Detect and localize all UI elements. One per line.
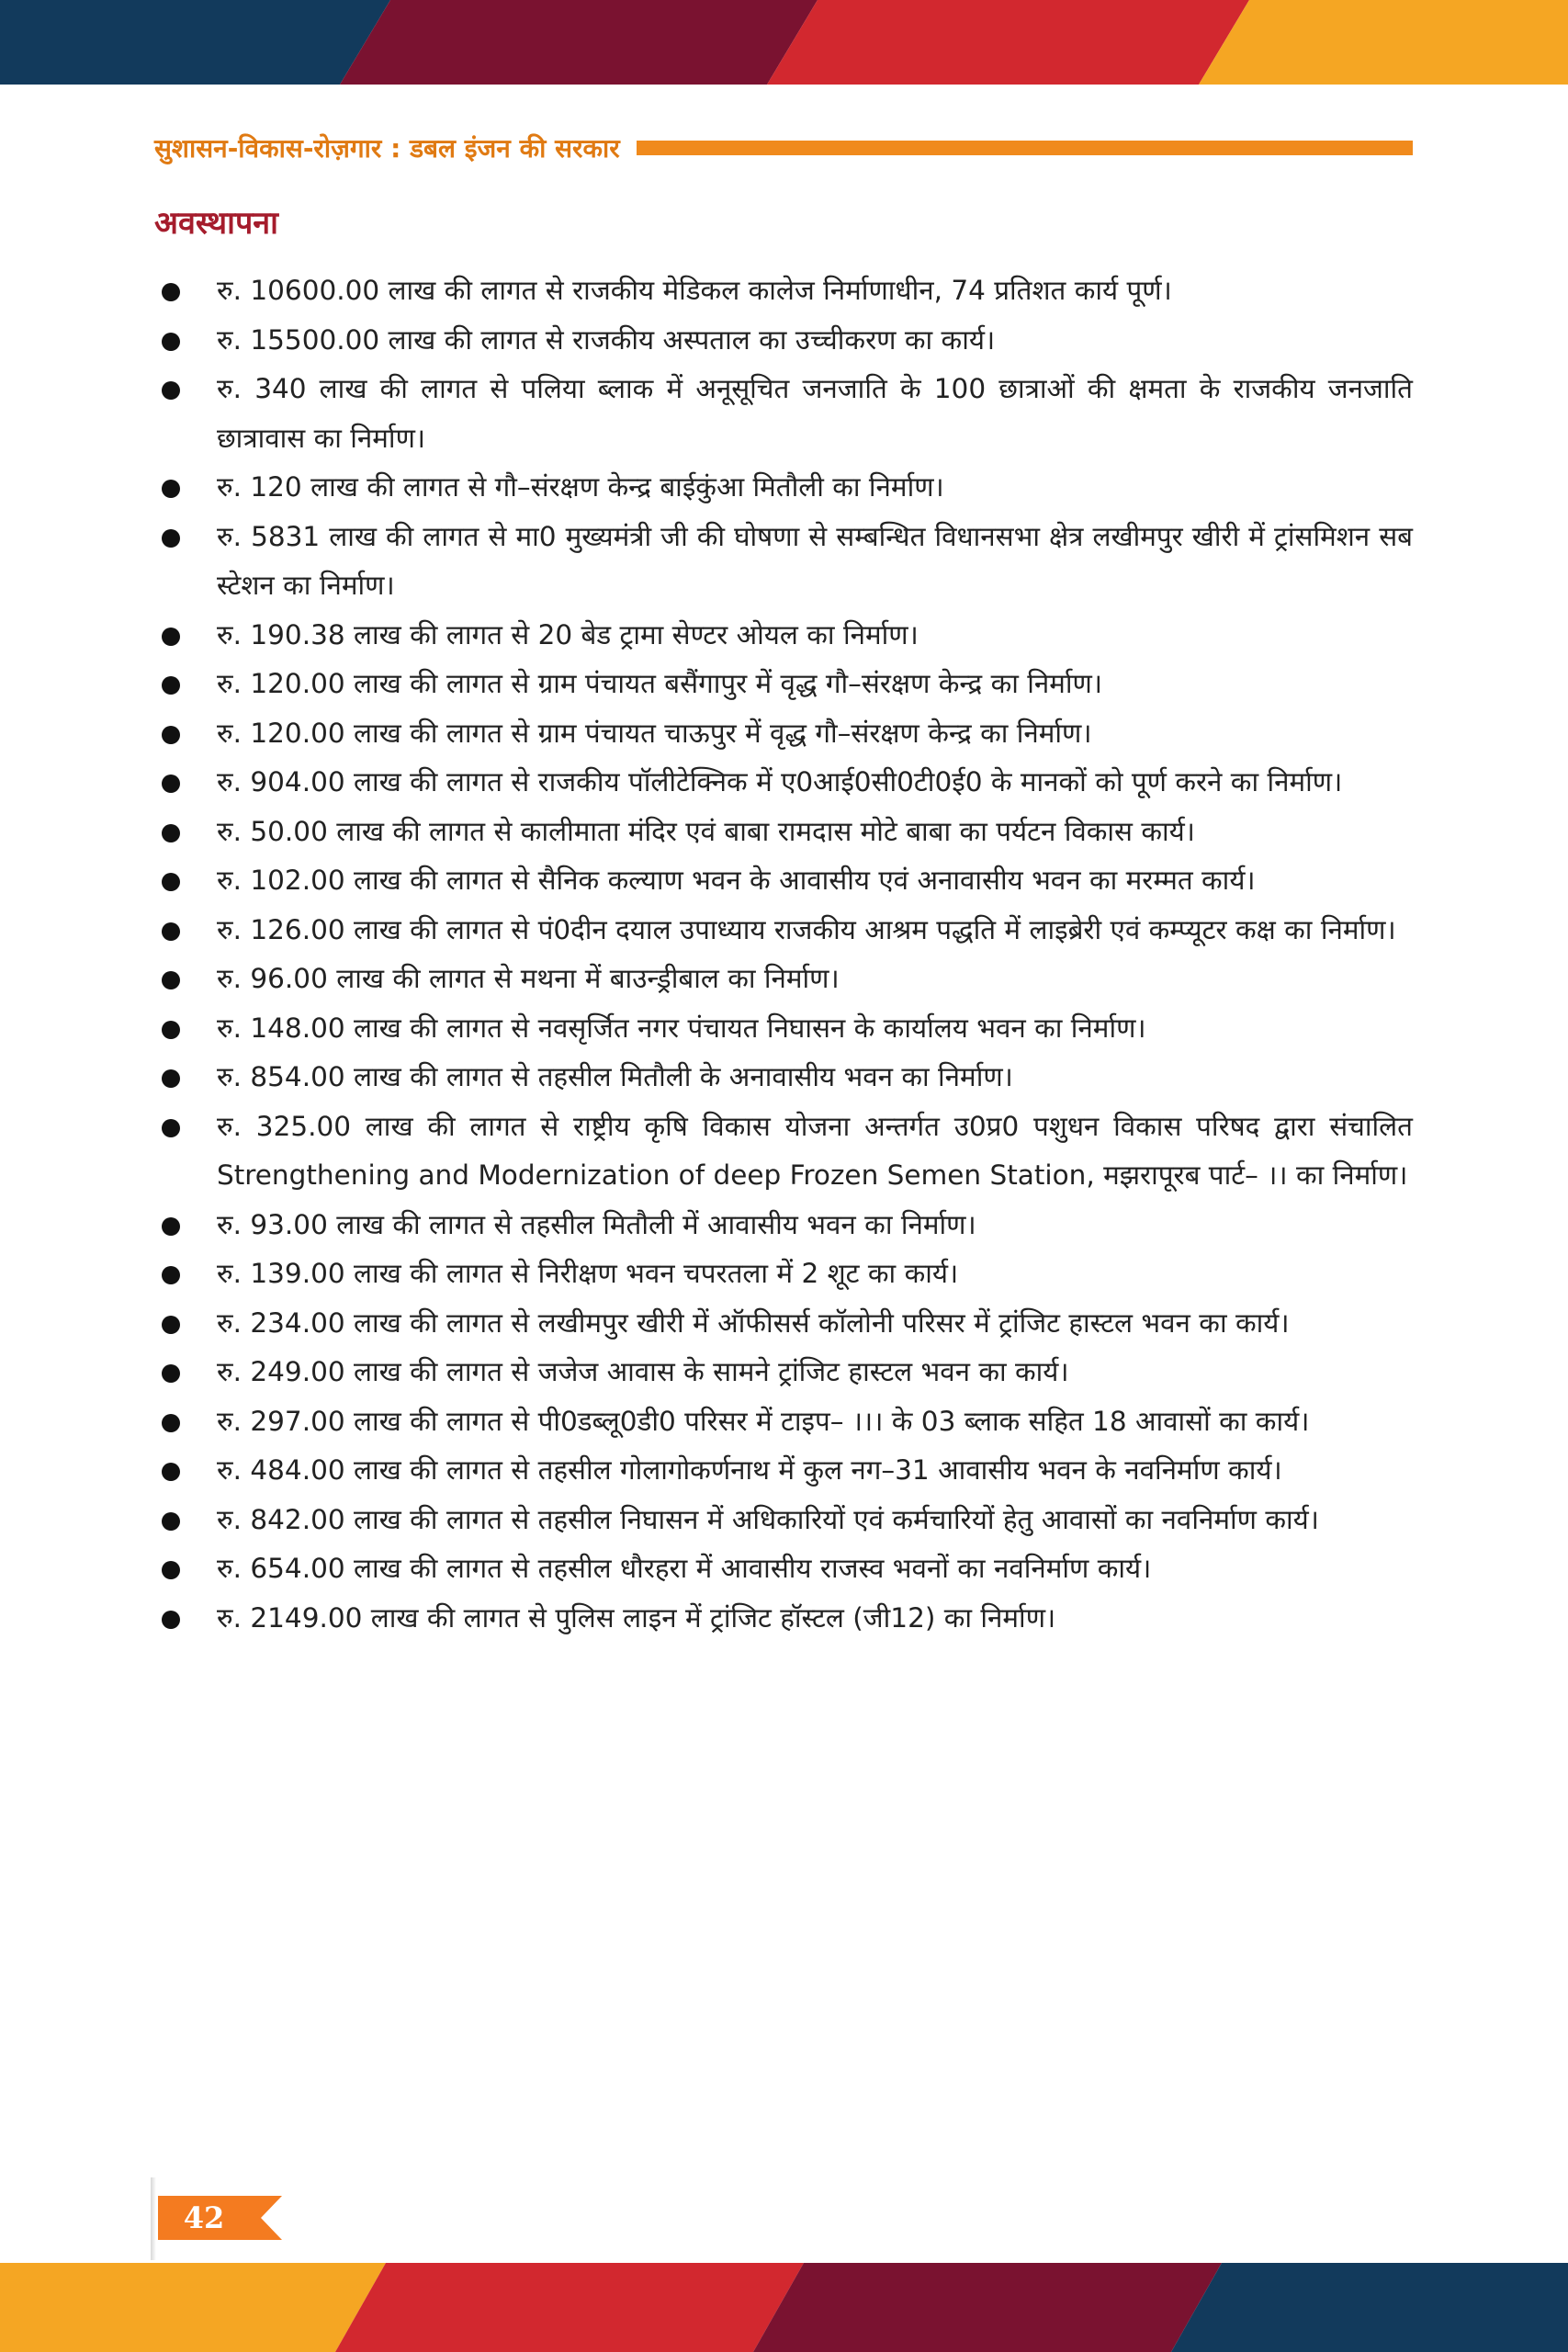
bullet-icon bbox=[162, 628, 180, 646]
bullet-icon bbox=[162, 283, 180, 301]
list-item bbox=[154, 906, 1413, 956]
bullet-icon bbox=[162, 1266, 180, 1284]
list-item-text: रु. 5831 लाख की लागत से मा0 मुख्यमंत्री जी की घोषणा से सम्बन्धित विधानसभा क्षेत्र लखीमपुर खीरी में ट्रांसमिशन सब स्टेशन का निर्माण। bbox=[217, 520, 1413, 601]
list-item bbox=[154, 955, 1413, 1004]
bottom-decorative-band bbox=[0, 2263, 1568, 2352]
bullet-icon bbox=[162, 873, 180, 891]
bullet-icon bbox=[162, 1463, 180, 1481]
list-item bbox=[154, 1102, 1413, 1201]
header-rule bbox=[637, 141, 1413, 155]
list-item-text: रु. 50.00 लाख की लागत से कालीमाता मंदिर एवं बाबा रामदास मोटे बाबा का पर्यटन विकास कार्य। bbox=[217, 815, 1195, 847]
list-item-text: रु. 904.00 लाख की लागत से राजकीय पॉलीटेक्निक में ए0आई0सी0टी0ई0 के मानकों को पूर्ण करने का निर्माण। bbox=[217, 766, 1343, 797]
list-item bbox=[154, 365, 1413, 463]
list-item bbox=[154, 266, 1413, 316]
list-item-text: रु. 10600.00 लाख की लागत से राजकीय मेडिकल कालेज निर्माणाधीन, 74 प्रतिशत कार्य पूर्ण। bbox=[217, 275, 1172, 306]
bullet-icon bbox=[162, 1364, 180, 1383]
list-item bbox=[154, 1299, 1413, 1349]
list-item bbox=[154, 611, 1413, 661]
list-item-text: रु. 340 लाख की लागत से पलिया ब्लाक में अनूसूचित जनजाति के 100 छात्राओं की क्षमता के राजकीय जनजाति छात्रावास का निर्माण। bbox=[217, 373, 1413, 454]
bullet-icon bbox=[162, 775, 180, 793]
list-item bbox=[154, 1446, 1413, 1496]
bullet-icon bbox=[162, 1217, 180, 1236]
list-item-text: रु. 654.00 लाख की लागत से तहसील धौरहरा में आवासीय राजस्व भवनों का नवनिर्माण कार्य। bbox=[217, 1553, 1152, 1584]
bullet-list bbox=[154, 266, 1413, 1643]
list-item bbox=[154, 1348, 1413, 1397]
list-item-text: रु. 139.00 लाख की लागत से निरीक्षण भवन चपरतला में 2 शूट का कार्य। bbox=[217, 1258, 959, 1289]
list-item bbox=[154, 463, 1413, 513]
list-item bbox=[154, 1053, 1413, 1102]
list-item bbox=[154, 1250, 1413, 1299]
list-item bbox=[154, 1397, 1413, 1447]
bullet-icon bbox=[162, 480, 180, 498]
list-item bbox=[154, 316, 1413, 366]
bullet-icon bbox=[162, 529, 180, 548]
list-item-text: रु. 249.00 लाख की लागत से जजेज आवास के सामने ट्रांजिट हास्टल भवन का कार्य। bbox=[217, 1356, 1069, 1387]
list-item bbox=[154, 1004, 1413, 1054]
bullet-icon bbox=[162, 1021, 180, 1039]
bullet-icon bbox=[162, 1561, 180, 1579]
bullet-icon bbox=[162, 922, 180, 941]
list-item bbox=[154, 856, 1413, 906]
list-item bbox=[154, 808, 1413, 857]
bullet-icon bbox=[162, 726, 180, 744]
bullet-icon bbox=[162, 1119, 180, 1137]
header-title: सुशासन-विकास-रोज़गार : डबल इंजन की सरकार bbox=[154, 133, 620, 164]
top-decorative-band bbox=[0, 0, 1568, 85]
bullet-icon bbox=[162, 1611, 180, 1629]
list-item-text: रु. 96.00 लाख की लागत से मथना में बाउन्ड्रीबाल का निर्माण। bbox=[217, 963, 840, 994]
bullet-icon bbox=[162, 971, 180, 989]
list-item bbox=[154, 1544, 1413, 1594]
list-item bbox=[154, 513, 1413, 611]
list-item-text: रु. 234.00 लाख की लागत से लखीमपुर खीरी में ऑफीसर्स कॉलोनी परिसर में ट्रांजिट हास्टल भवन का कार्य। bbox=[217, 1306, 1290, 1339]
bullet-icon bbox=[162, 824, 180, 842]
bullet-icon bbox=[162, 1069, 180, 1088]
bullet-icon bbox=[162, 1512, 180, 1531]
page-number: 42 bbox=[183, 2200, 225, 2235]
list-item bbox=[154, 1594, 1413, 1644]
bullet-icon bbox=[162, 676, 180, 695]
list-item bbox=[154, 1496, 1413, 1545]
list-item-text: रु. 102.00 लाख की लागत से सैनिक कल्याण भवन के आवासीय एवं अनावासीय भवन का मरम्मत कार्य। bbox=[217, 865, 1256, 896]
page-edge-shadow bbox=[151, 2177, 156, 2260]
list-item-text: रु. 120 लाख की लागत से गौ–संरक्षण केन्द्र बाईकुंआ मितौली का निर्माण। bbox=[217, 471, 944, 503]
bullet-icon bbox=[162, 1414, 180, 1432]
list-item-text: रु. 325.00 लाख की लागत से राष्ट्रीय कृषि विकास योजना अन्तर्गत उ0प्र0 पशुधन विकास परिषद द्वारा संचालित Strengthening and Modernization of deep Frozen Semen Station, मझरापूरब पार्ट– ।। का निर्माण। bbox=[217, 1110, 1413, 1191]
section-title: अवस्थापना bbox=[154, 205, 278, 242]
list-item-text: रु. 190.38 लाख की लागत से 20 बेड ट्रामा सेण्टर ओयल का निर्माण। bbox=[217, 618, 919, 650]
list-item bbox=[154, 758, 1413, 808]
bullet-icon bbox=[162, 333, 180, 351]
list-item-text: रु. 120.00 लाख की लागत से ग्राम पंचायत चाऊपुर में वृद्ध गौ–संरक्षण केन्द्र का निर्माण। bbox=[217, 717, 1092, 749]
list-item-text: रु. 2149.00 लाख की लागत से पुलिस लाइन में ट्रांजिट हॉस्टल (जी12) का निर्माण। bbox=[217, 1601, 1056, 1634]
list-item-text: रु. 93.00 लाख की लागत से तहसील मितौली में आवासीय भवन का निर्माण। bbox=[217, 1208, 976, 1240]
list-item-text: रु. 120.00 लाख की लागत से ग्राम पंचायत बसैंगापुर में वृद्ध गौ–संरक्षण केन्द्र का निर्माण। bbox=[217, 668, 1103, 699]
list-item-text: रु. 854.00 लाख की लागत से तहसील मितौली के अनावासीय भवन का निर्माण। bbox=[217, 1061, 1013, 1092]
running-header bbox=[154, 129, 1413, 167]
list-item bbox=[154, 709, 1413, 759]
list-item-text: रु. 15500.00 लाख की लागत से राजकीय अस्पताल का उच्चीकरण का कार्य। bbox=[217, 323, 996, 356]
list-item-text: रु. 148.00 लाख की लागत से नवसृर्जित नगर पंचायत निघासन के कार्यालय भवन का निर्माण। bbox=[217, 1012, 1146, 1044]
list-item bbox=[154, 1201, 1413, 1250]
list-item-text: रु. 842.00 लाख की लागत से तहसील निघासन में अधिकारियों एवं कर्मचारियों हेतु आवासों का नवनिर्माण कार्य। bbox=[217, 1503, 1319, 1535]
page-number-tab bbox=[158, 2196, 282, 2240]
list-item-text: रु. 126.00 लाख की लागत से पं0दीन दयाल उपाध्याय राजकीय आश्रम पद्धति में लाइब्रेरी एवं कम्प्यूटर कक्ष का निर्माण। bbox=[217, 913, 1396, 945]
bullet-icon bbox=[162, 1316, 180, 1334]
list-item-text: रु. 297.00 लाख की लागत से पी0डब्लू0डी0 परिसर में टाइप– ।।। के 03 ब्लाक सहित 18 आवासों का कार्य। bbox=[217, 1405, 1310, 1437]
list-item bbox=[154, 660, 1413, 709]
list-item-text: रु. 484.00 लाख की लागत से तहसील गोलागोकर्णनाथ में कुल नग–31 आवासीय भवन के नवनिर्माण कार्य। bbox=[217, 1454, 1282, 1486]
bullet-icon bbox=[162, 381, 180, 400]
